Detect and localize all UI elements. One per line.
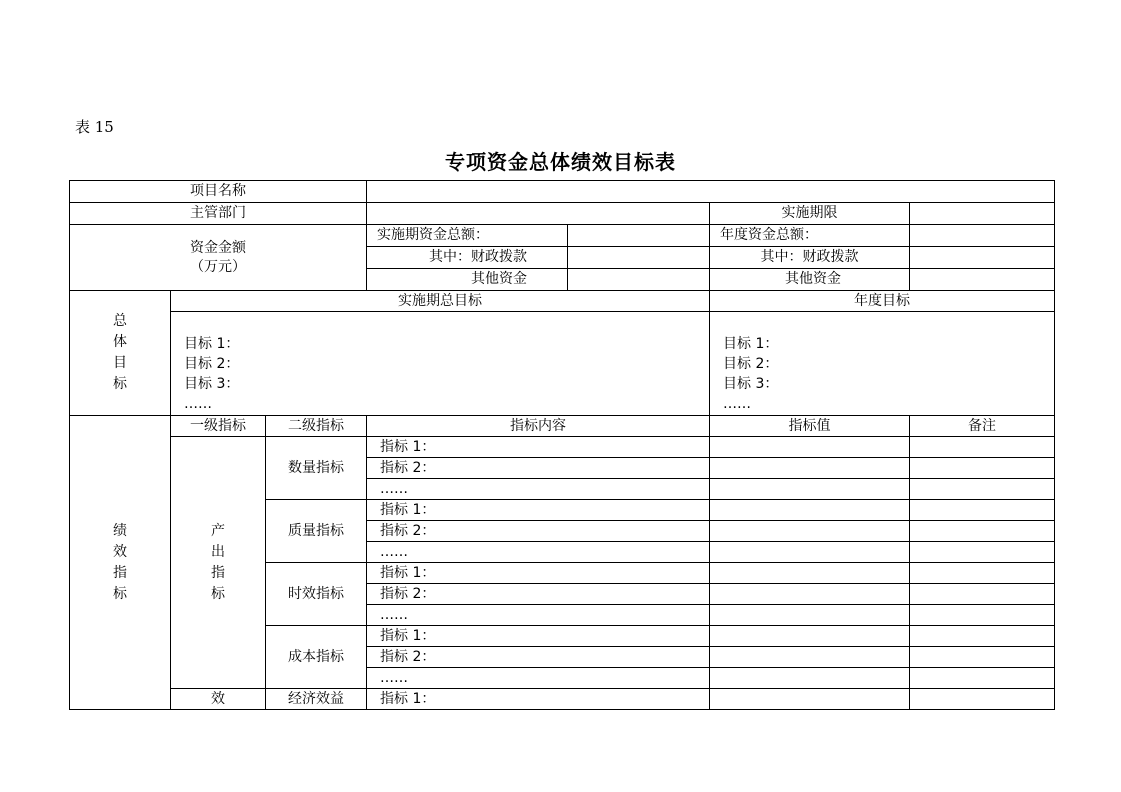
indicator-note[interactable] <box>910 563 1055 584</box>
goal-item: …… <box>184 396 212 412</box>
indicator-note[interactable] <box>910 605 1055 626</box>
year-total-value[interactable] <box>910 225 1055 247</box>
section-char: 目 <box>113 355 127 371</box>
indicator-value[interactable] <box>710 500 910 521</box>
col-level2-header: 二级指标 <box>266 416 367 437</box>
department-label: 主管部门 <box>70 203 367 225</box>
indicator-content[interactable]: …… <box>367 542 710 563</box>
section-char: 绩 <box>113 522 127 539</box>
output-char: 出 <box>211 543 225 560</box>
indicator-note[interactable] <box>910 479 1055 500</box>
goal-item: …… <box>723 396 752 412</box>
indicator-content[interactable]: 指标 2： <box>367 647 710 668</box>
period-total-label: 实施期资金总额： <box>367 225 568 247</box>
funds-unit: （万元） <box>190 258 247 275</box>
indicator-note[interactable] <box>910 689 1055 710</box>
performance-target-table <box>69 180 1055 710</box>
table-number-label: 表 15 <box>75 118 114 136</box>
indicator-content[interactable]: …… <box>367 605 710 626</box>
goal-item: 目标 1： <box>723 336 779 352</box>
section-char: 体 <box>113 334 127 350</box>
page-title: 专项资金总体绩效目标表 <box>445 150 676 174</box>
year-total-label: 年度资金总额： <box>710 225 910 247</box>
indicator-content[interactable]: …… <box>367 479 710 500</box>
group-name: 成本指标 <box>266 626 367 689</box>
section-char: 指 <box>113 564 127 581</box>
period-fiscal-value[interactable] <box>568 247 710 269</box>
indicator-note[interactable] <box>910 458 1055 479</box>
output-char: 标 <box>211 585 225 602</box>
goal-item: 目标 1： <box>184 336 240 352</box>
indicator-value[interactable] <box>710 542 910 563</box>
indicator-content[interactable]: 指标 2： <box>367 584 710 605</box>
indicator-note[interactable] <box>910 647 1055 668</box>
indicator-value[interactable] <box>710 668 910 689</box>
year-fiscal-value[interactable] <box>910 247 1055 269</box>
period-other-value[interactable] <box>568 269 710 291</box>
indicator-note[interactable] <box>910 584 1055 605</box>
group-name: 质量指标 <box>266 500 367 563</box>
period-goal-header: 实施期总目标 <box>171 291 710 312</box>
indicator-content[interactable]: 指标 1： <box>367 563 710 584</box>
indicator-value[interactable] <box>710 647 910 668</box>
period-label: 实施期限 <box>710 203 910 225</box>
funds-label: 资金金额 <box>190 239 247 256</box>
goal-item: 目标 3： <box>723 376 779 392</box>
indicator-note[interactable] <box>910 521 1055 542</box>
indicator-note[interactable] <box>910 668 1055 689</box>
section-char: 标 <box>113 585 127 602</box>
group-name: 数量指标 <box>266 437 367 500</box>
section-char: 总 <box>113 313 127 329</box>
indicator-value[interactable] <box>710 458 910 479</box>
col-level1-header: 一级指标 <box>171 416 266 437</box>
year-fiscal-label: 其中：财政拨款 <box>710 247 910 269</box>
section-char: 效 <box>113 543 127 560</box>
output-char: 指 <box>211 564 225 581</box>
indicators-section <box>70 416 171 710</box>
indicator-note[interactable] <box>910 542 1055 563</box>
indicator-value[interactable] <box>710 479 910 500</box>
indicator-note[interactable] <box>910 626 1055 647</box>
project-name-label: 项目名称 <box>70 181 367 203</box>
indicator-content[interactable]: 指标 2： <box>367 458 710 479</box>
col-content-header: 指标内容 <box>367 416 710 437</box>
benefit-indicators-cell: 效 <box>171 689 266 710</box>
goal-item: 目标 2： <box>723 356 779 372</box>
year-goal-header: 年度目标 <box>710 291 1055 312</box>
indicator-content[interactable]: 指标 2： <box>367 521 710 542</box>
funds-label-cell <box>70 225 367 291</box>
output-char: 产 <box>211 522 225 539</box>
indicator-value[interactable] <box>710 437 910 458</box>
indicator-content[interactable]: 指标 1： <box>367 437 710 458</box>
indicator-note[interactable] <box>910 500 1055 521</box>
indicator-value[interactable] <box>710 563 910 584</box>
indicator-content[interactable]: 指标 1： <box>367 500 710 521</box>
overall-goals-section <box>70 291 171 416</box>
indicator-content[interactable]: …… <box>367 668 710 689</box>
indicator-note[interactable] <box>910 437 1055 458</box>
period-other-label: 其他资金 <box>367 269 568 291</box>
col-note-header: 备注 <box>910 416 1055 437</box>
period-fiscal-label: 其中：财政拨款 <box>367 247 568 269</box>
section-char: 标 <box>113 376 127 392</box>
indicator-value[interactable] <box>710 584 910 605</box>
indicator-value[interactable] <box>710 521 910 542</box>
group-name: 时效指标 <box>266 563 367 626</box>
period-goals-cell[interactable] <box>171 312 710 416</box>
indicator-value[interactable] <box>710 689 910 710</box>
indicator-value[interactable] <box>710 605 910 626</box>
output-indicators-cell <box>171 437 266 689</box>
col-value-header: 指标值 <box>710 416 910 437</box>
indicator-content[interactable]: 指标 1： <box>367 689 710 710</box>
period-total-value[interactable] <box>568 225 710 247</box>
goal-item: 目标 2： <box>184 356 240 372</box>
indicator-content[interactable]: 指标 1： <box>367 626 710 647</box>
year-other-label: 其他资金 <box>710 269 910 291</box>
department-value[interactable] <box>367 203 710 225</box>
goal-item: 目标 3： <box>184 376 240 392</box>
year-goals-cell[interactable] <box>710 312 1055 416</box>
indicator-value[interactable] <box>710 626 910 647</box>
project-name-value[interactable] <box>367 181 1055 203</box>
period-value[interactable] <box>910 203 1055 225</box>
group-name: 经济效益 <box>266 689 367 710</box>
year-other-value[interactable] <box>910 269 1055 291</box>
